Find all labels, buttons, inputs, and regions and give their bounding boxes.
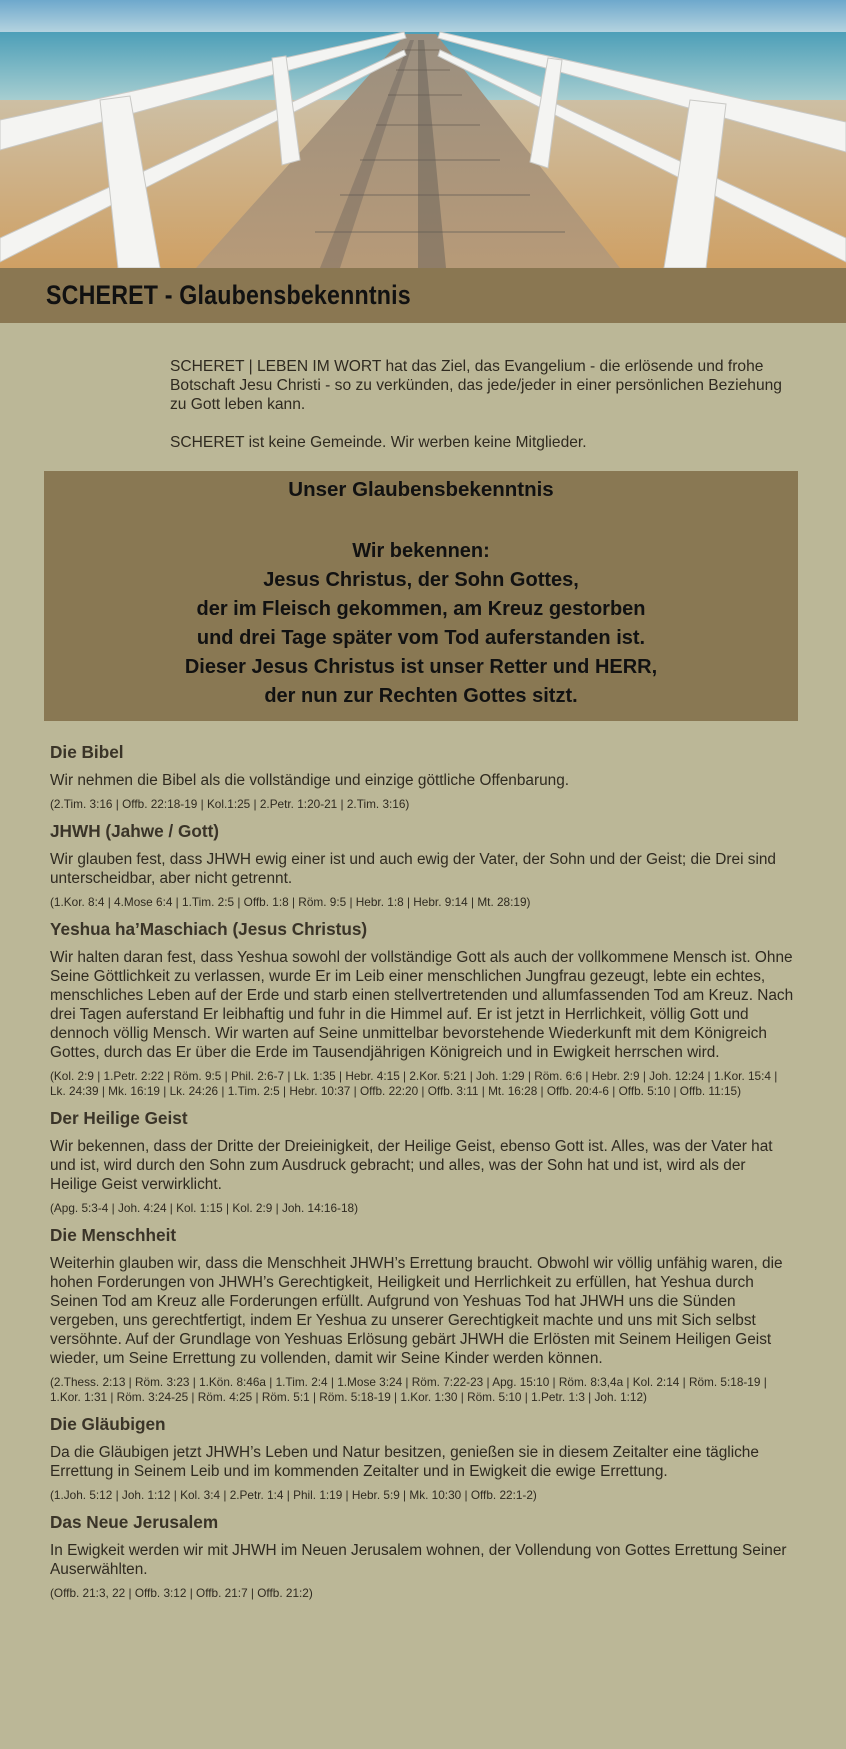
section-title: Das Neue Jerusalem <box>50 1512 219 1532</box>
creed-line: Wir bekennen: <box>352 540 490 562</box>
page-title: SCHERET - Glaubensbekenntnis <box>46 280 411 310</box>
section-references: (1.Joh. 5:12 | Joh. 1:12 | Kol. 3:4 | 2.Petr. 1:4 | Phil. 1:19 | Hebr. 5:9 | Mk. 10:30 | Offb. 22:1-2) <box>50 1488 537 1502</box>
section-body: Wir nehmen die Bibel als die vollständige und einzige göttliche Offenbarung. <box>50 772 570 789</box>
section-body: Weiterhin glauben wir, dass die Menschheit JHWH’s Errettung braucht. Obwohl wir völlig unfähig waren, die hohen Forderungen von JHWH’s Gerechtigkeit, Heiligkeit und Herrlichkeit zu erfüllen, hat Yeshua durch Seinen Tod am Kreuz alle Forderungen erfüllt. Aufgrund von Yeshuas Tod hat JHWH uns die Sünden vergeben, uns gerechtfertigt, indem Er Yeshua zu unserer Gerechtigkeit machte und uns mit Sich selbst versöhnte. Auf der Grundlage von Yeshuas Erlösung gebärt JHWH die Erlösten mit Seinem Heiligen Geist wieder, um Seine Errettung zu vollenden, damit wir Seine Kinder werden können. <box>50 1255 783 1367</box>
section-title: JHWH (Jahwe / Gott) <box>50 821 220 841</box>
creed-line: der im Fleisch gekommen, am Kreuz gestorben <box>196 598 646 620</box>
section-title: Yeshua ha’Maschiach (Jesus Christus) <box>50 919 368 939</box>
section-references: (1.Kor. 8:4 | 4.Mose 6:4 | 1.Tim. 2:5 | Offb. 1:8 | Röm. 9:5 | Hebr. 1:8 | Hebr. 9:14 | Mt. 28:19) <box>50 895 531 909</box>
creed-statement <box>44 537 798 711</box>
creed-line: und drei Tage später vom Tod auferstanden ist. <box>196 627 646 649</box>
creed-heading: Unser Glaubensbekenntnis <box>288 478 554 501</box>
section-references: (Offb. 21:3, 22 | Offb. 3:12 | Offb. 21:7 | Offb. 21:2) <box>50 1586 313 1600</box>
section-references: (2.Thess. 2:13 | Röm. 3:23 | 1.Kön. 8:46a | 1.Tim. 2:4 | 1.Mose 3:24 | Röm. 7:22-23 | Apg. 15:10 | Röm. 8:3,4a | Kol. 2:14 | Röm. 5:18-19 | 1.Kor. 1:31 | Röm. 3:24-25 | Röm. 4:25 | Röm. 5:1 | Röm. 5:18-19 | 1.Kor. 1:30 | Röm. 5:10 | 1.Petr. 1:3 | Joh. 1:12) <box>50 1375 767 1404</box>
section-references: (Kol. 2:9 | 1.Petr. 2:22 | Röm. 9:5 | Phil. 2:6-7 | Lk. 1:35 | Hebr. 4:15 | 2.Kor. 5:21 | Joh. 1:29 | Röm. 6:6 | Hebr. 2:9 | Joh. 12:24 | 1.Kor. 15:4 | Lk. 24:39 | Mk. 16:19 | Lk. 24:26 | 1.Tim. 2:5 | Hebr. 10:37 | Offb. 22:20 | Offb. 3:11 | Mt. 16:28 | Offb. 20:4-6 | Offb. 5:10 | Offb. 11:15) <box>50 1069 778 1098</box>
section-yeshua <box>50 918 795 1099</box>
section-new-jerusalem <box>50 1511 795 1601</box>
section-body: Wir bekennen, dass der Dritte der Dreieinigkeit, der Heilige Geist, ebenso Gott ist. Alles, was der Vater hat und ist, wird durch den Sohn zum Ausdruck gebracht; und alles, was der Sohn hat und ist, wird als der Heilige Geist verwirklicht. <box>50 1138 773 1193</box>
creed-box <box>44 471 798 721</box>
section-references: (2.Tim. 3:16 | Offb. 22:18-19 | Kol.1:25 | 2.Petr. 1:20-21 | 2.Tim. 3:16) <box>50 797 410 811</box>
section-jhwh <box>50 820 795 910</box>
section-references: (Apg. 5:3-4 | Joh. 4:24 | Kol. 1:15 | Kol. 2:9 | Joh. 14:16-18) <box>50 1201 359 1215</box>
hero-image <box>0 0 846 268</box>
section-bible <box>50 741 795 812</box>
title-bar <box>0 268 846 323</box>
section-believers <box>50 1413 795 1503</box>
section-title: Der Heilige Geist <box>50 1108 188 1128</box>
pier-photo <box>0 0 846 268</box>
intro-paragraph: SCHERET ist keine Gemeinde. Wir werben keine Mitglieder. <box>170 434 587 451</box>
section-title: Die Bibel <box>50 742 124 762</box>
section-body: Wir halten daran fest, dass Yeshua sowohl der vollständige Gott als auch der vollkommene Mensch ist. Ohne Seine Göttlichkeit zu verlassen, wurde Er im Leib einer menschlichen Jungfrau gezeugt, lebte ein echtes, menschliches Leben auf der Erde und starb einen stellvertretenden und allumfassenden Tod am Kreuz. Nach drei Tagen auferstand Er leibhaftig und fuhr in die Himmel auf. Er ist jetzt in Herrlichkeit, völlig Gott und dennoch völlig Mensch. Wir warten auf Seine unmittelbar bevorstehende Wiederkunft mit dem Königreich Gottes, durch das Er über die Erde im Tausendjährigen Königreich und in Ewigkeit herrschen wird. <box>50 949 794 1061</box>
creed-line: Dieser Jesus Christus ist unser Retter und HERR, <box>184 656 658 678</box>
section-body: In Ewigkeit werden wir mit JHWH im Neuen Jerusalem wohnen, der Vollendung von Gottes Errettung Seiner Auserwählten. <box>50 1542 787 1578</box>
creed-line: der nun zur Rechten Gottes sitzt. <box>264 685 578 707</box>
section-body: Da die Gläubigen jetzt JHWH’s Leben und Natur besitzen, genießen sie in diesem Zeitalter eine tägliche Errettung in Seinem Leib und im kommenden Zeitalter und in Ewigkeit die ewige Errettung. <box>50 1444 759 1480</box>
belief-sections <box>50 741 795 1601</box>
creed-line: Jesus Christus, der Sohn Gottes, <box>263 569 579 591</box>
intro-text <box>170 357 790 452</box>
section-body: Wir glauben fest, dass JHWH ewig einer ist und auch ewig der Vater, der Sohn und der Geist; die Drei sind unterscheidbar, aber nicht getrennt. <box>50 851 776 887</box>
section-humanity <box>50 1224 795 1405</box>
intro-paragraph: SCHERET | LEBEN IM WORT hat das Ziel, das Evangelium - die erlösende und frohe Botschaft Jesu Christi - so zu verkünden, das jede/jeder in einer persönlichen Beziehung zu Gott leben kann. <box>170 358 782 413</box>
section-holy-spirit <box>50 1107 795 1216</box>
section-title: Die Menschheit <box>50 1225 177 1245</box>
section-title: Die Gläubigen <box>50 1414 166 1434</box>
